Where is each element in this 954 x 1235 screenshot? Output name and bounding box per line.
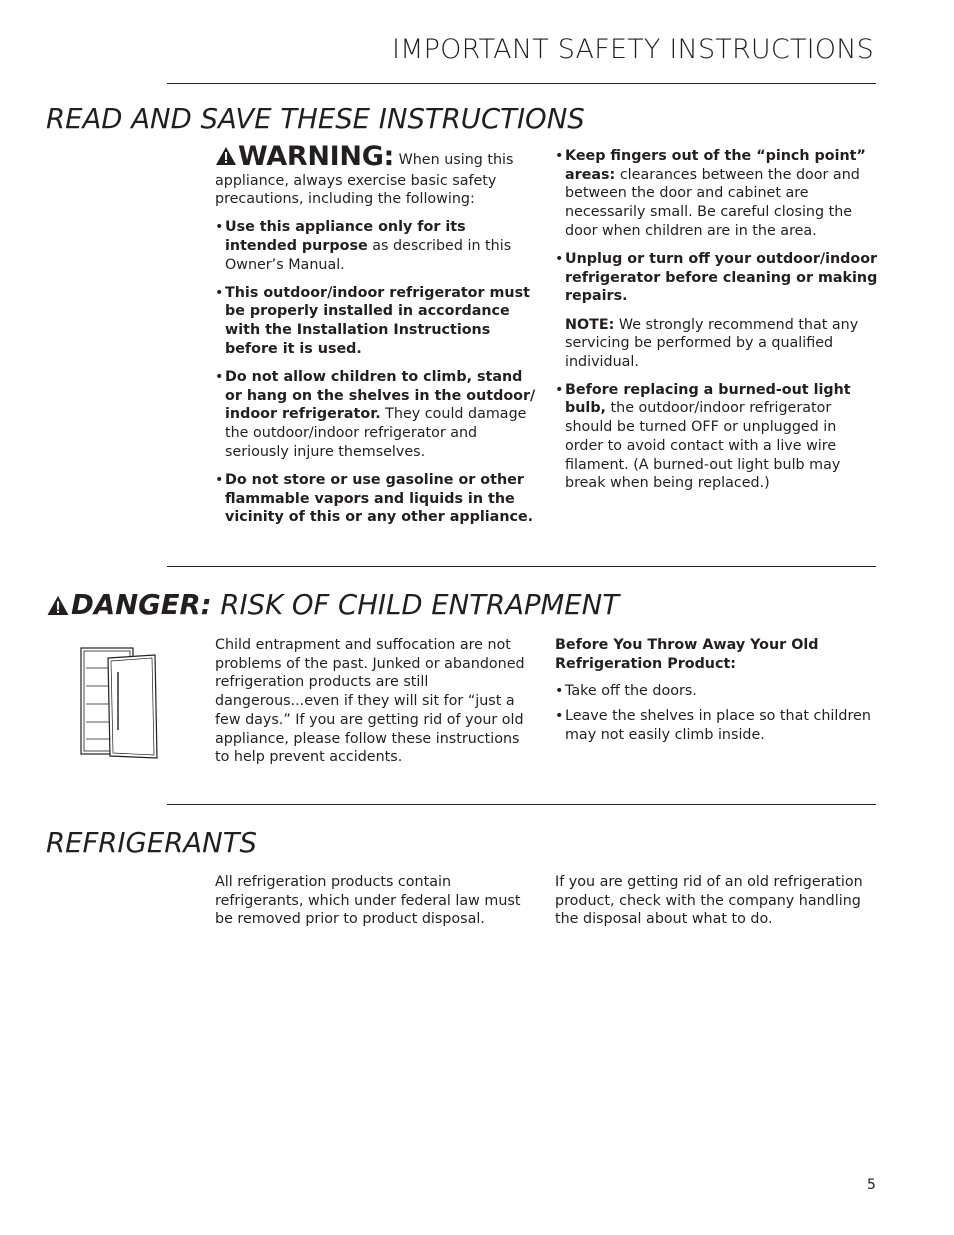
danger-title: DANGER: RISK OF CHILD ENTRAPMENT <box>46 589 619 623</box>
refrigerants-left-text: All refrigeration products contain refrigerants, which under federal law must be removed prior to product disposal. <box>215 874 521 928</box>
disposal-heading: Before You Throw Away Your Old Refrigeration Product: <box>555 637 819 672</box>
servicing-note: NOTE: We strongly recommend that any servicing be performed by a qualified individual. <box>565 316 859 371</box>
refrigerants-right-column <box>555 873 870 938</box>
refrigerator-illustration-icon <box>78 644 160 766</box>
refrigerants-divider <box>167 804 876 805</box>
warning-triangle-icon <box>215 146 237 172</box>
disposal-list <box>555 682 878 744</box>
refrigerants-title: REFRIGERANTS <box>46 827 257 859</box>
warning-triangle-icon <box>46 591 70 623</box>
warning-intro <box>215 141 541 209</box>
danger-divider <box>167 566 876 567</box>
header-divider <box>167 83 876 84</box>
list-item: • This outdoor/indoor refrigerator must be properly installed in accordance with the Installation Instructions before it is used. <box>215 284 541 359</box>
danger-description: Child entrapment and suffocation are not problems of the past. Junked or abandoned refrigeration products are still dangerous...even if they will sit for “just a few days.” If you are getting rid of your old appliance, please follow these instructions to help prevent accidents. <box>215 637 525 766</box>
safety-list-right-last <box>555 381 878 493</box>
list-item: • Use this appliance only for its intended purpose as described in this Owner’s Manual. <box>215 218 541 274</box>
read-save-right-column <box>555 147 878 502</box>
list-item: • Do not store or use gasoline or other flammable vapors and liquids in the vicinity of this or any other appliance. <box>215 471 541 527</box>
warning-intro-text: When using this appliance, always exercise basic safety precautions, including the following: <box>215 152 514 208</box>
safety-list-right <box>555 147 878 306</box>
warning-label: WARNING: <box>238 141 395 172</box>
danger-label: DANGER: <box>71 589 212 621</box>
list-item: • Leave the shelves in place so that children may not easily climb inside. <box>555 707 878 744</box>
safety-list-left <box>215 218 541 527</box>
page-number: 5 <box>867 1177 876 1193</box>
list-item: • Do not allow children to climb, stand or hang on the shelves in the outdoor/ indoor refrigerator. They could damage the outdoor/indoor refrigerator and seriously injure themselves. <box>215 368 541 462</box>
list-item: • Unplug or turn off your outdoor/indoor refrigerator before cleaning or making repairs. <box>555 250 878 306</box>
read-save-title: READ AND SAVE THESE INSTRUCTIONS <box>46 103 585 135</box>
list-item: • Before replacing a burned-out light bulb, the outdoor/indoor refrigerator should be turned OFF or unplugged in order to avoid contact with a live wire filament. (A burned-out light bulb may break when being replaced.) <box>555 381 878 493</box>
danger-right-column <box>555 636 878 754</box>
page-header-title: IMPORTANT SAFETY INSTRUCTIONS <box>391 34 874 65</box>
read-save-left-column <box>215 141 541 537</box>
refrigerants-right-text: If you are getting rid of an old refrigeration product, check with the company handling the disposal about what to do. <box>555 874 863 928</box>
list-item: • Keep fingers out of the “pinch point” areas: clearances between the door and between the door and cabinet are necessarily small. Be careful closing the door when children are in the area. <box>555 147 878 241</box>
list-item: • Take off the doors. <box>555 682 878 701</box>
danger-left-column <box>215 636 525 776</box>
refrigerants-left-column <box>215 873 530 938</box>
